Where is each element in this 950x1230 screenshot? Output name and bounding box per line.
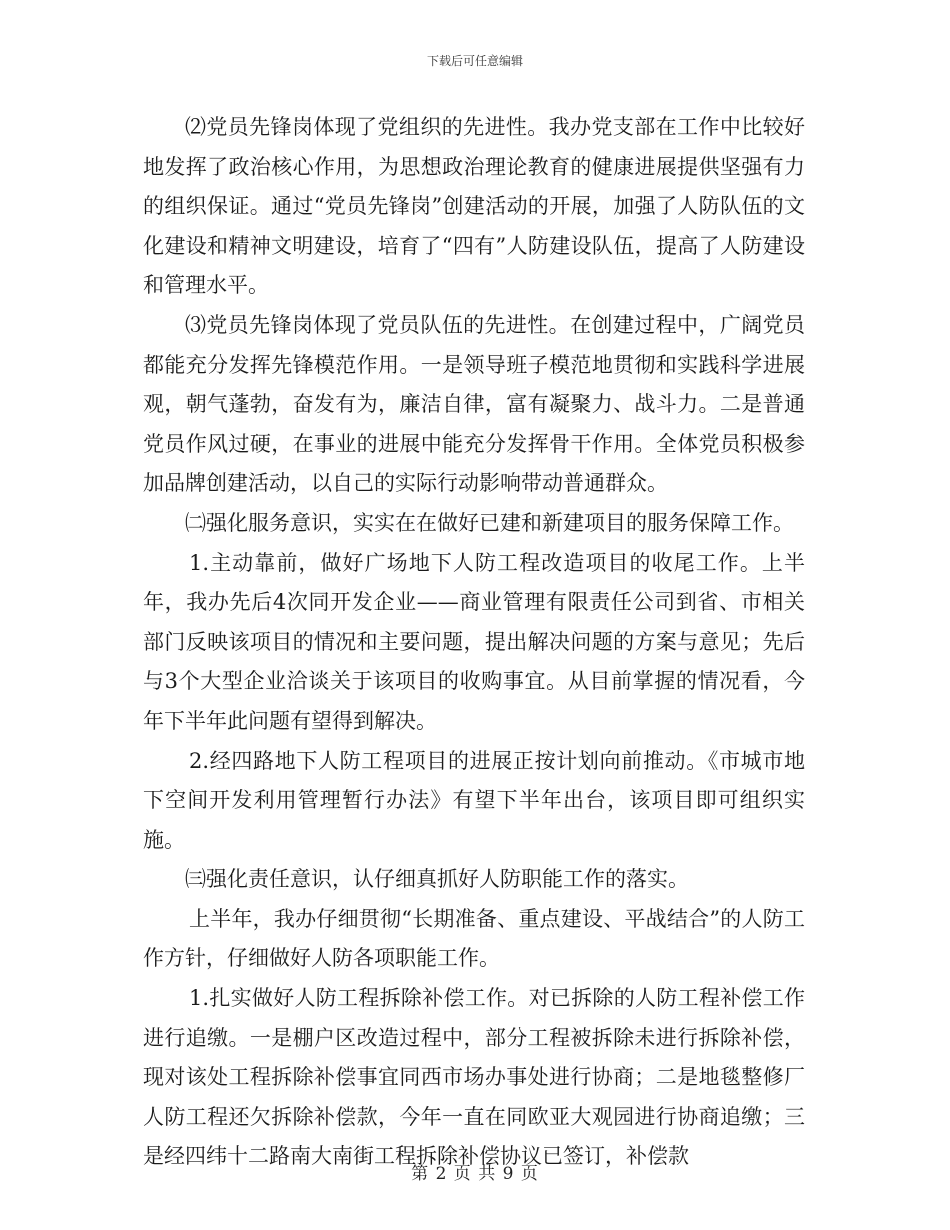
page-number-footer: 第 2 页 共 9 页: [411, 1164, 539, 1184]
paragraph-jingsi-road-project: 2.经四路地下人防工程项目的进展正按计划向前推动。《市城市地下空间开发利用管理暂行办法》有望下半年出台，该项目即可组织实施。: [143, 748, 805, 852]
paragraph-party-organization: ⑵党员先锋岗体现了党组织的先进性。我办党支部在工作中比较好地发挥了政治核心作用，为思想政治理论教育的健康进展提供坚强有力的组织保证。通过“党员先锋岗”创建活动的开展，加强了人防队伍的文化建设和精神文明建设，培育了“四有”人防建设队伍，提高了人防建设和管理水平。: [143, 115, 805, 298]
section-heading-service: ㈡强化服务意识，实实在在做好已建和新建项目的服务保障工作。: [185, 510, 794, 535]
paragraph-demolition-compensation: 1.扎实做好人防工程拆除补偿工作。对已拆除的人防工程补偿工作进行追缴。一是棚户区改造过程中，部分工程被拆除未进行拆除补偿，现对该处工程拆除补偿事宜同西市场办事处进行协商；二是地毯整修厂人防工程还欠拆除补偿款，今年一直在同欧亚大观园进行协商追缴；三是经四纬十二路南大南街工程拆除补偿协议已签订，补偿款: [143, 986, 805, 1169]
document-body: [143, 108, 805, 1177]
page-header: 下载后可任意编辑: [426, 54, 523, 68]
paragraph-plaza-project: 1.主动靠前，做好广场地下人防工程改造项目的收尾工作。上半年，我办先后4次同开发企业——商业管理有限责任公司到省、市相关部门反映该项目的情况和主要问题，提出解决问题的方案与意见；先后与3个大型企业洽谈关于该项目的收购事宜。从目前掌握的情况看，今年下半年此问题有望得到解决。: [143, 550, 805, 733]
paragraph-party-members: ⑶党员先锋岗体现了党员队伍的先进性。在创建过程中，广阔党员都能充分发挥先锋模范作用。一是领导班子模范地贯彻和实践科学进展观，朝气蓬勃，奋发有为，廉洁自律，富有凝聚力、战斗力。二是普通党员作风过硬，在事业的进展中能充分发挥骨干作用。全体党员积极参加品牌创建活动，以自己的实际行动影响带动普通群众。: [143, 312, 805, 496]
paragraph-first-half-year: 上半年，我办仔细贯彻“长期准备、重点建设、平战结合”的人防工作方针，仔细做好人防各项职能工作。: [143, 906, 805, 971]
section-heading-responsibility: ㈢强化责任意识，认仔细真抓好人防职能工作的落实。: [185, 867, 689, 892]
